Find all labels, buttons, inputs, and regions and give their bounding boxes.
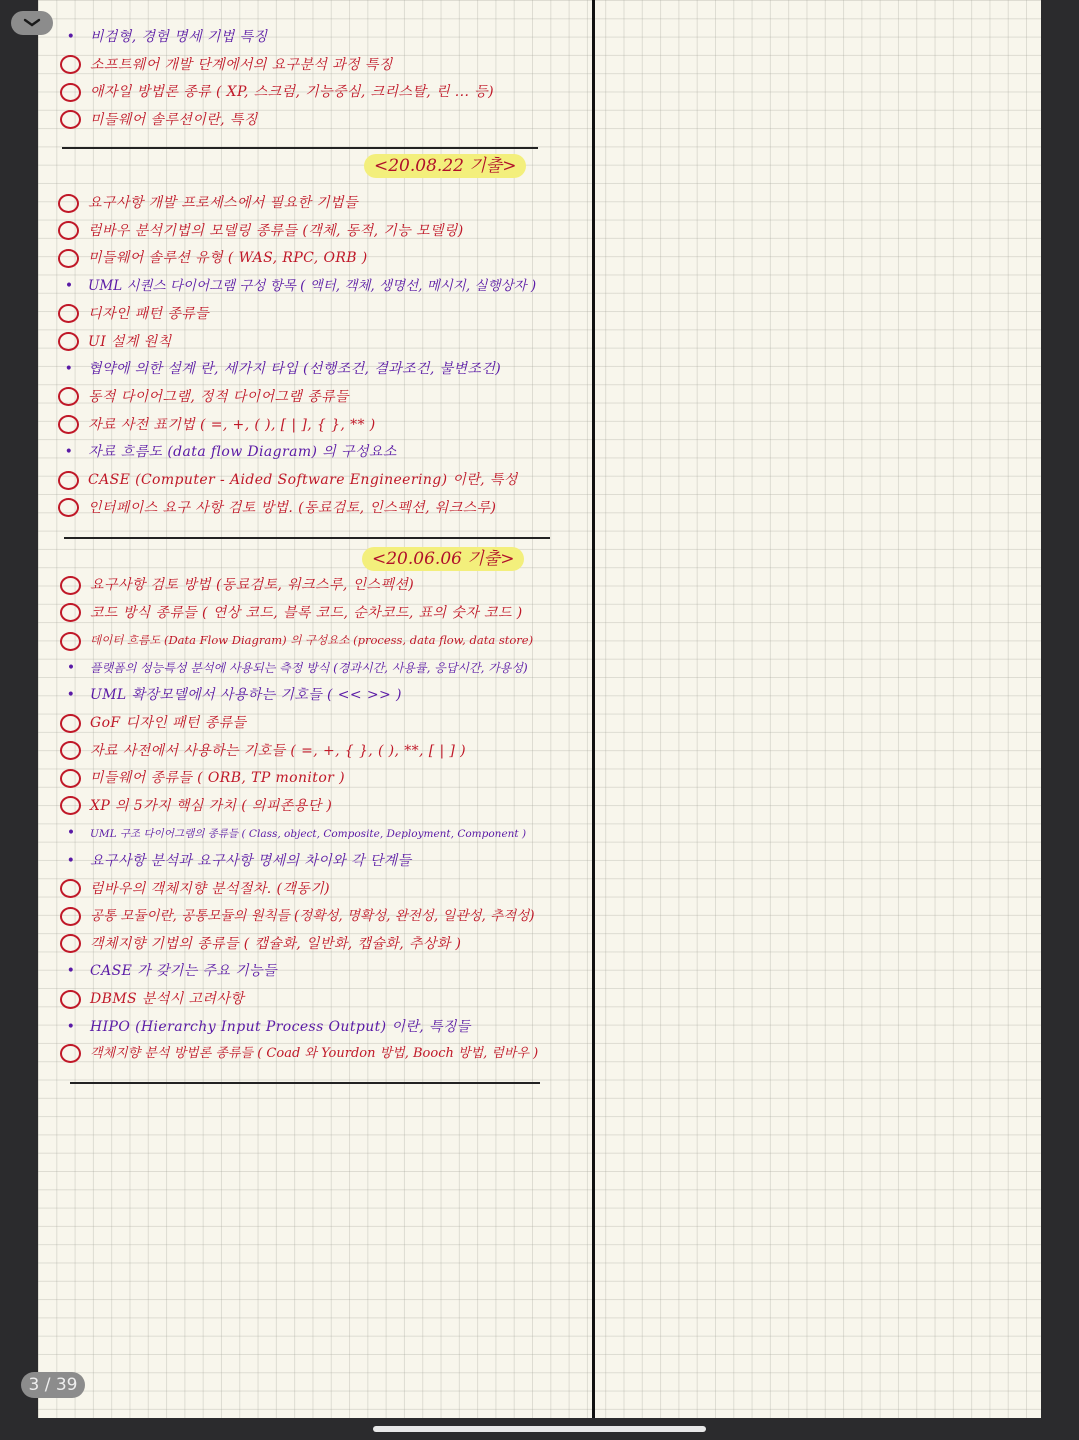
note-item [58,79,494,105]
circle-marker-icon [58,387,79,406]
note-item [58,710,246,736]
exam-date-tag-3: <20.06.06 기출> [362,547,524,571]
notebook-page [38,0,1041,1418]
note-item-text: 디자인 패턴 종류들 [88,305,210,322]
note-item [58,986,244,1012]
note-item [58,655,528,681]
note-item-text: 요구사항 분석과 요구사항 명세의 차이와 각 단계들 [90,853,412,869]
note-item [56,190,358,216]
exam-date-tag-2: <20.08.22 기출> [364,154,526,178]
circle-marker-icon [60,110,81,129]
bullet-dot-icon: • [66,659,76,676]
note-item-text: 객체지향 분석 방법론 종류들 ( Coad 와 Yourdon 방법, Booch 방법, 럼바우 ) [90,1046,539,1062]
bullet-dot-icon: • [66,825,76,842]
note-item-text: UI 설계 원칙 [88,333,172,350]
circle-marker-icon [60,603,81,622]
note-item-text: 소프트웨어 개발 단계에서의 요구분석 과정 특징 [90,56,393,73]
note-item-text: 미들웨어 종류들 ( ORB, TP monitor ) [90,770,345,787]
circle-marker-icon [60,741,81,760]
note-item-text: 미들웨어 솔루션 유형 ( WAS, RPC, ORB ) [88,250,368,267]
note-item [56,356,501,382]
note-item [58,820,526,846]
bullet-dot-icon: • [66,1018,76,1035]
note-item [56,218,464,244]
note-item [58,600,523,626]
note-item [58,903,535,929]
bullet-dot-icon: • [66,853,76,869]
note-item [58,24,267,50]
bullet-dot-icon: • [66,29,76,45]
chevron-down-icon [23,18,41,28]
note-item [56,301,209,327]
note-item-text: 비검형, 경험 명세 기법 특징 [90,29,268,45]
circle-marker-icon [60,1044,81,1063]
note-item-text: HIPO (Hierarchy Input Process Output) 이란, 특징들 [90,1018,471,1035]
circle-marker-icon [60,934,81,953]
circle-marker-icon [58,471,79,490]
home-indicator[interactable] [373,1426,706,1432]
note-item-text: 플랫폼의 성능특성 분석에 사용되는 측정 방식 (경과시간, 사용률, 응답시간, 가용성) [90,660,528,675]
note-item-text: XP 의 5가지 핵심 가치 ( 의피존용단 ) [90,797,333,814]
page-center-divider [592,0,595,1418]
circle-marker-icon [58,221,79,240]
bullet-dot-icon: • [66,687,76,704]
note-item-text: 럼바우 분석기법의 모델링 종류들 (객체, 동적, 기능 모델링) [88,222,464,239]
circle-marker-icon [60,769,81,788]
circle-marker-icon [60,714,81,733]
circle-marker-icon [60,990,81,1009]
collapse-toolbar-button[interactable] [11,11,53,35]
circle-marker-icon [58,304,79,323]
note-item [56,412,376,438]
note-item-text: UML 확장모델에서 사용하는 기호들 ( << >> ) [90,687,402,704]
note-item [58,958,277,984]
note-item-text: 협약에 의한 설계 란, 세가지 타입 (선행조건, 결과조건, 불변조건) [88,361,502,378]
circle-marker-icon [58,332,79,351]
note-item [58,931,461,957]
circle-marker-icon [60,576,81,595]
note-item [58,572,414,598]
note-item [56,467,518,493]
note-item [56,329,172,355]
note-item [58,1014,471,1040]
note-item [58,765,345,791]
circle-marker-icon [60,632,81,651]
bullet-dot-icon: • [66,963,76,980]
section-divider-3 [70,1082,540,1084]
note-item-text: 데이터 흐름도 (Data Flow Diagram) 의 구성요소 (process, data flow, data store) [90,633,534,648]
note-item-text: 동적 다이어그램, 정적 다이어그램 종류들 [88,388,349,405]
note-item-text: 요구사항 검토 방법 (동료검토, 워크스루, 인스펙션) [90,577,415,593]
circle-marker-icon [60,907,81,926]
note-item-text: 객체지향 기법의 종류들 ( 캡슐화, 일반화, 캡슐화, 추상화 ) [90,935,462,952]
note-item [56,245,368,271]
bullet-dot-icon: • [64,361,74,378]
circle-marker-icon [58,249,79,268]
note-item-text: 미들웨어 솔루션이란, 특징 [90,111,258,128]
bullet-dot-icon: • [64,278,74,295]
note-item [56,495,496,521]
section-divider-1 [62,147,538,149]
circle-marker-icon [60,83,81,102]
note-item [58,1041,538,1067]
circle-marker-icon [60,796,81,815]
circle-marker-icon [60,879,81,898]
note-item [58,848,412,874]
circle-marker-icon [58,415,79,434]
note-item-text: 자료 사전에서 사용하는 기호들 ( =, +, { }, ( ), **, [ | ] ) [90,742,466,759]
note-item-text: 코드 방식 종류들 ( 연상 코드, 블록 코드, 순차코드, 표의 숫자 코드 ) [90,604,523,621]
note-item-text: 럼바우의 객체지향 분석절차. (객동기) [90,880,330,897]
note-item-text: 인터페이스 요구 사항 검토 방법. (동료검토, 인스펙션, 워크스루) [88,499,497,516]
note-item [58,682,402,708]
note-item-text: CASE (Computer - Aided Software Engineering) 이란, 특성 [88,472,518,488]
note-item [56,439,397,465]
note-item [58,627,533,653]
note-item-text: 자료 사전 표기법 ( =, +, ( ), [ | ], { }, ** ) [88,416,376,433]
note-item [58,876,330,902]
note-item-text: GoF 디자인 패턴 종류들 [90,715,247,731]
circle-marker-icon [58,194,79,213]
circle-marker-icon [60,55,81,74]
note-item [58,52,393,78]
page-indicator: 3 / 39 [21,1372,85,1398]
note-item-text: 요구사항 개발 프로세스에서 필요한 기법들 [88,195,359,211]
note-item-text: CASE 가 갖기는 주요 기능들 [90,963,277,980]
bullet-dot-icon: • [64,444,74,461]
note-item-text: 공통 모듈이란, 공통모듈의 원칙들 (정확성, 명확성, 완전성, 일관성, 추적성) [90,908,535,925]
note-item-text: 자료 흐름도 (data flow Diagram) 의 구성요소 [88,444,397,461]
note-item-text: 애자일 방법론 종류 ( XP, 스크럼, 기능중심, 크리스탈, 린 ... 등) [90,84,494,100]
note-item-text: DBMS 분석시 고려사항 [90,991,245,1007]
section-divider-2 [64,537,550,539]
note-item-text: UML 구조 다이어그램의 종류들 ( Class, object, Composite, Deployment, Component ) [90,828,527,841]
note-item [58,793,332,819]
note-item [56,273,536,299]
note-item [56,384,349,410]
note-item-text: UML 시퀀스 다이어그램 구성 항목 ( 액터, 객체, 생명선, 메시지, 실행상자 ) [88,278,537,295]
circle-marker-icon [58,498,79,517]
note-item [58,107,258,133]
note-item [58,738,466,764]
